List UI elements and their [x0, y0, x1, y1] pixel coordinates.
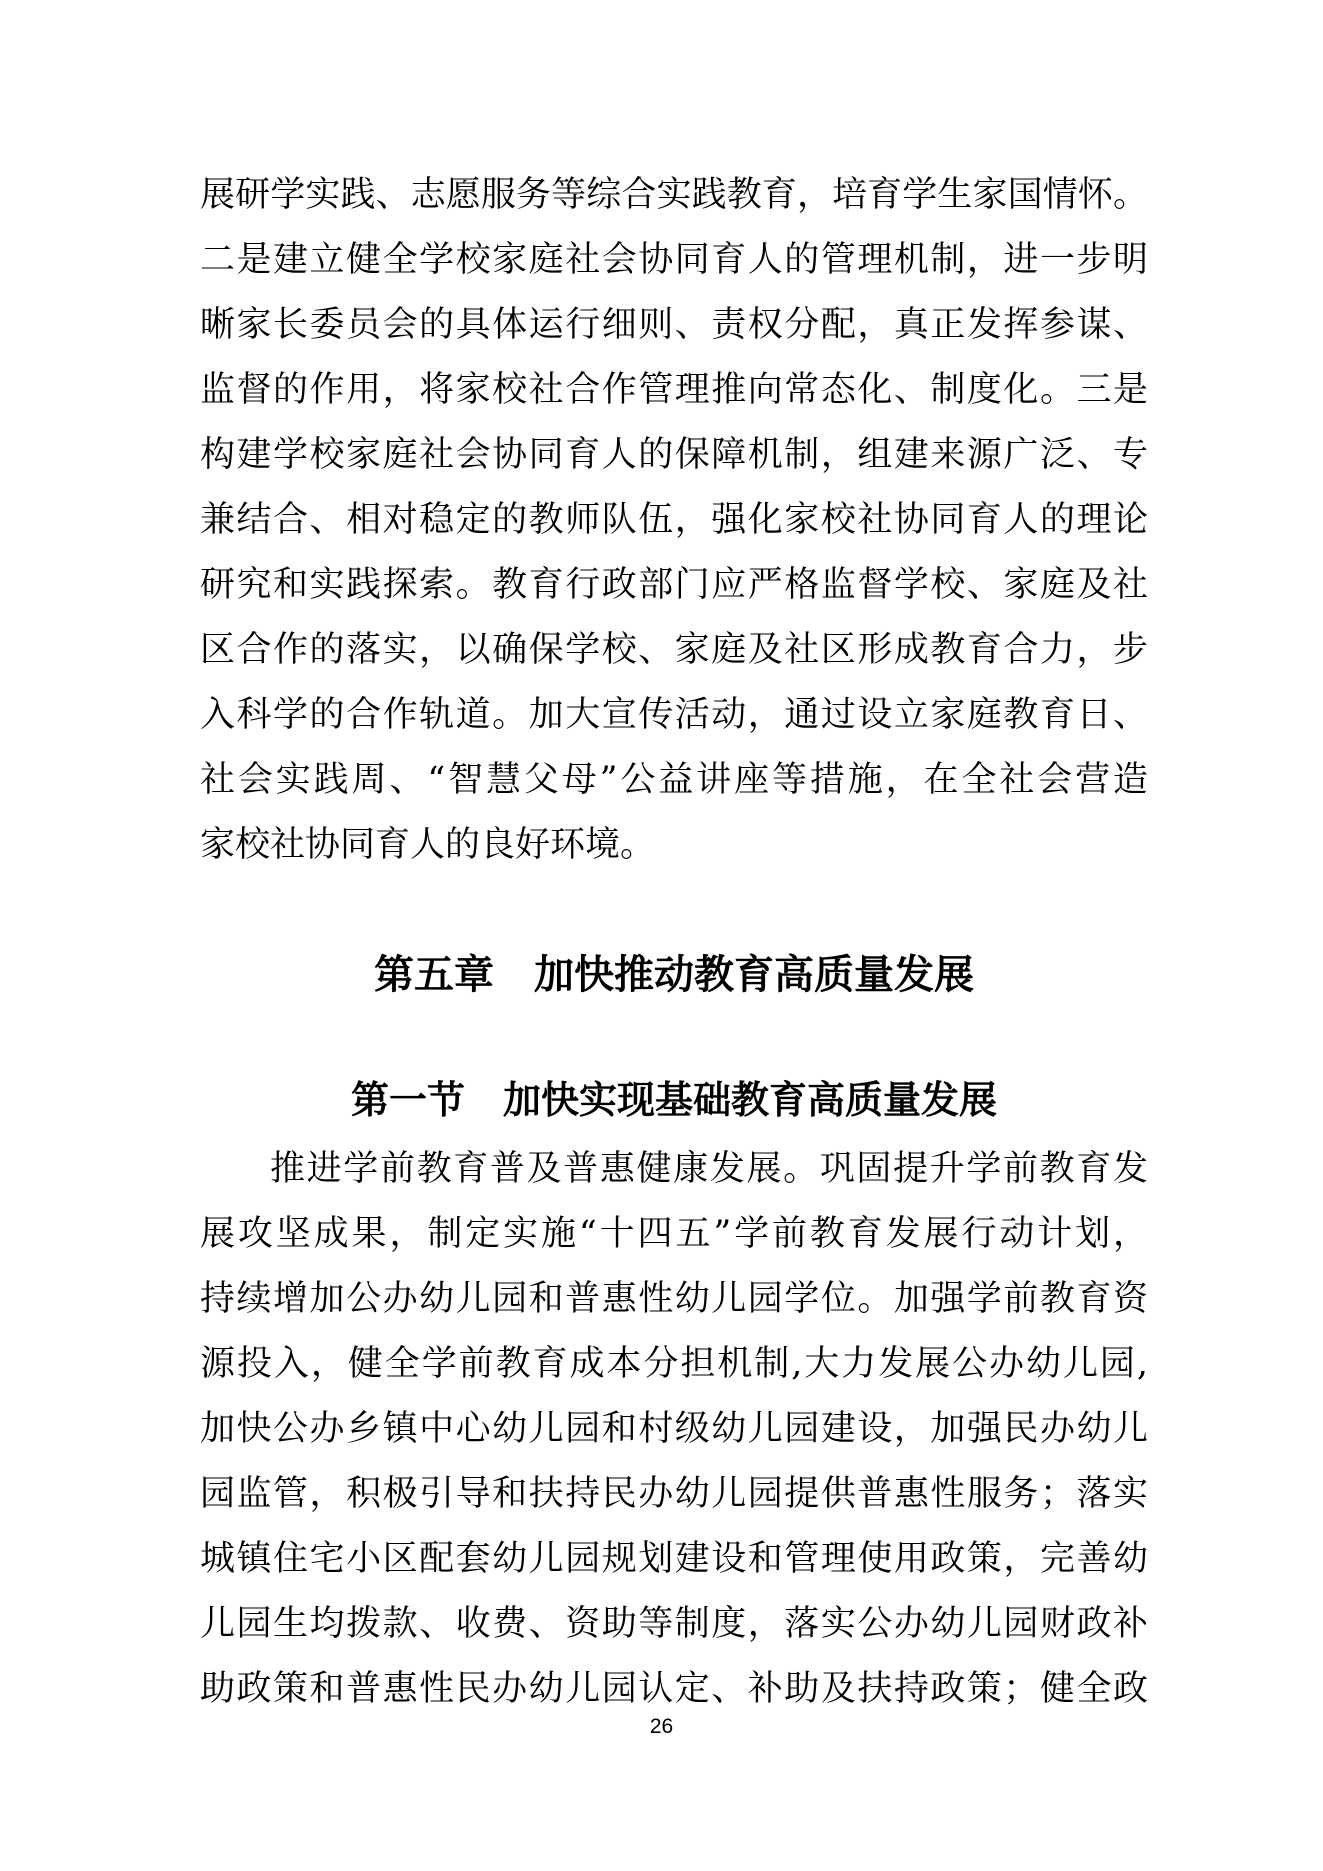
section-heading: 第一节 加快实现基础教育高质量发展 [350, 1077, 997, 1122]
paragraph-line: 加快公办乡镇中心幼儿园和村级幼儿园建设，加强民办幼儿 [200, 1409, 1148, 1449]
paragraph-preschool-education [200, 1137, 1148, 1722]
paragraph-line: 展研学实践、志愿服务等综合实践教育，培育学生家国情怀。 [200, 175, 1148, 215]
paragraph-line: 二是建立健全学校家庭社会协同育人的管理机制，进一步明 [200, 240, 1148, 280]
paragraph-line: 区合作的落实，以确保学校、家庭及社区形成教育合力，步 [200, 630, 1148, 670]
paragraph-line: 展攻坚成果，制定实施“十四五”学前教育发展行动计划， [200, 1214, 1148, 1254]
paragraph-continued [200, 163, 1148, 878]
paragraph-line: 源投入，健全学前教育成本分担机制,大力发展公办幼儿园, [200, 1344, 1148, 1384]
paragraph-line: 监督的作用，将家校社合作管理推向常态化、制度化。三是 [200, 370, 1148, 410]
paragraph-line: 家校社协同育人的良好环境。 [200, 825, 656, 865]
paragraph-line: 研究和实践探索。教育行政部门应严格监督学校、家庭及社 [200, 565, 1148, 605]
paragraph-line: 社会实践周、“智慧父母”公益讲座等措施，在全社会营造 [200, 760, 1148, 800]
page-number: 26 [649, 1715, 674, 1738]
paragraph-line: 构建学校家庭社会协同育人的保障机制，组建来源广泛、专 [200, 435, 1148, 475]
paragraph-line: 儿园生均拨款、收费、资助等制度，落实公办幼儿园财政补 [200, 1604, 1148, 1644]
paragraph-line: 推进学前教育普及普惠健康发展。巩固提升学前教育发 [270, 1149, 1148, 1189]
paragraph-line: 兼结合、相对稳定的教师队伍，强化家校社协同育人的理论 [200, 500, 1148, 540]
paragraph-line: 持续增加公办幼儿园和普惠性幼儿园学位。加强学前教育资 [200, 1279, 1148, 1319]
paragraph-line: 城镇住宅小区配套幼儿园规划建设和管理使用政策，完善幼 [200, 1539, 1148, 1579]
paragraph-line: 助政策和普惠性民办幼儿园认定、补助及扶持政策；健全政 [200, 1669, 1148, 1709]
paragraph-line: 入科学的合作轨道。加大宣传活动，通过设立家庭教育日、 [200, 695, 1148, 735]
paragraph-line: 园监管，积极引导和扶持民办幼儿园提供普惠性服务；落实 [200, 1474, 1148, 1514]
paragraph-line: 晰家长委员会的具体运行细则、责权分配，真正发挥参谋、 [200, 305, 1148, 345]
chapter-heading: 第五章 加快推动教育高质量发展 [374, 953, 974, 997]
